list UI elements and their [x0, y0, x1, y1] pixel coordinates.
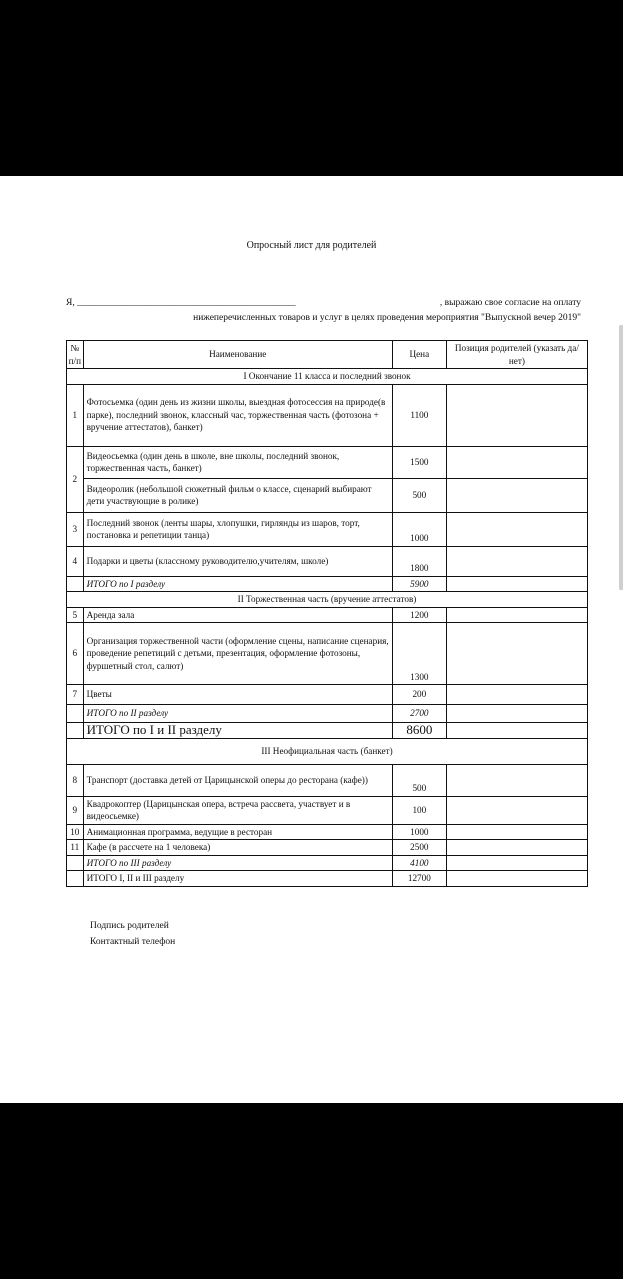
header-position: Позиция родителей (указать да/нет) — [446, 341, 587, 369]
parent-position-cell[interactable] — [446, 723, 587, 739]
table-row — [67, 546, 588, 576]
scrollbar[interactable] — [619, 325, 623, 590]
survey-table — [66, 340, 588, 887]
table-header-row — [67, 341, 588, 369]
parent-position-cell[interactable] — [446, 764, 587, 796]
row-price: 500 — [392, 764, 446, 796]
table-row — [67, 824, 588, 840]
row-name: Анимационная программа, ведущие в ресторан — [83, 824, 392, 840]
row-num: 3 — [67, 512, 84, 546]
section-3-title: III Неофициальная часть (банкет) — [67, 738, 588, 764]
row-price: 500 — [392, 478, 446, 512]
table-row — [67, 685, 588, 705]
row-name: Подарки и цветы (классному руководителю,учителям, школе) — [83, 546, 392, 576]
row-name: Цветы — [83, 685, 392, 705]
consent-name-blank: Я, ______________________________________________ — [66, 298, 296, 308]
row-num: 5 — [67, 607, 84, 623]
subtotal-value: 4100 — [392, 855, 446, 871]
consent-line-2: нижеперечисленных товаров и услуг в целях проведения мероприятия "Выпускной вечер 2019" — [193, 313, 581, 323]
header-name: Наименование — [83, 341, 392, 369]
header-num: № п/п — [67, 341, 84, 369]
section-1-total-row — [67, 576, 588, 592]
total-1-2-label: ИТОГО по I и II разделу — [83, 723, 392, 739]
table-row — [67, 796, 588, 824]
row-num: 11 — [67, 840, 84, 856]
total-1-2-value: 8600 — [392, 723, 446, 739]
row-name: Видеоролик (небольшой сюжетный фильм о классе, сценарий выбирают дети участвующие в ролике) — [83, 478, 392, 512]
row-price: 2500 — [392, 840, 446, 856]
row-name: Аренда зала — [83, 607, 392, 623]
section-2-total-row — [67, 705, 588, 723]
row-num: 6 — [67, 623, 84, 685]
subtotal-label: ИТОГО по I разделу — [83, 576, 392, 592]
signature-label: Подпись родителей — [90, 921, 169, 931]
subtotal-label: ИТОГО по III разделу — [83, 855, 392, 871]
table-row — [67, 764, 588, 796]
row-price: 1500 — [392, 446, 446, 478]
parent-position-cell[interactable] — [446, 824, 587, 840]
subtotal-label: ИТОГО по II разделу — [83, 705, 392, 723]
row-price: 1300 — [392, 623, 446, 685]
row-num: 9 — [67, 796, 84, 824]
subtotal-value: 5900 — [392, 576, 446, 592]
row-price: 100 — [392, 796, 446, 824]
consent-suffix: , выражаю свое согласие на оплату — [439, 298, 581, 308]
parent-position-cell[interactable] — [446, 855, 587, 871]
parent-position-cell[interactable] — [446, 607, 587, 623]
row-name: Видеосьемка (один день в школе, вне школы, последний звонок, торжественная часть, банкет) — [83, 446, 392, 478]
table-row — [67, 446, 588, 478]
row-price: 1000 — [392, 824, 446, 840]
parent-position-cell[interactable] — [446, 623, 587, 685]
parent-position-cell[interactable] — [446, 685, 587, 705]
row-num: 8 — [67, 764, 84, 796]
parent-position-cell[interactable] — [446, 512, 587, 546]
row-num: 4 — [67, 546, 84, 576]
row-price: 1100 — [392, 384, 446, 446]
header-price: Цена — [392, 341, 446, 369]
parent-position-cell[interactable] — [446, 840, 587, 856]
parent-position-cell[interactable] — [446, 576, 587, 592]
table-row — [67, 384, 588, 446]
parent-position-cell[interactable] — [446, 546, 587, 576]
consent-statement — [66, 296, 581, 326]
row-price: 1000 — [392, 512, 446, 546]
section-2-header — [67, 592, 588, 608]
subtotal-value: 2700 — [392, 705, 446, 723]
table-row — [67, 607, 588, 623]
row-name: Организация торжественной части (оформление сцены, написание сценария, проведение репетиций с детьми, презентация, оформление фотозоны, фуршетный стол, салют) — [83, 623, 392, 685]
phone-label: Контактный телефон — [90, 937, 176, 947]
table-row — [67, 512, 588, 546]
document-page — [0, 176, 623, 1103]
row-num: 10 — [67, 824, 84, 840]
table-row — [67, 623, 588, 685]
row-num: 7 — [67, 685, 84, 705]
parent-position-cell[interactable] — [446, 871, 587, 887]
table-row — [67, 478, 588, 512]
row-price: 200 — [392, 685, 446, 705]
grand-total-label: ИТОГО I, II и III разделу — [83, 871, 392, 887]
section-3-total-row — [67, 855, 588, 871]
section-3-header — [67, 738, 588, 764]
parent-position-cell[interactable] — [446, 478, 587, 512]
parent-position-cell[interactable] — [446, 705, 587, 723]
row-price: 1800 — [392, 546, 446, 576]
row-name: Последний звонок (ленты шары, хлопушки, гирлянды из шаров, торт, постановка и репетиции танца) — [83, 512, 392, 546]
grand-total-row — [67, 871, 588, 887]
row-name: Транспорт (доставка детей от Царицынской оперы до ресторана (кафе)) — [83, 764, 392, 796]
section-1-header — [67, 369, 588, 385]
page-title: Опросный лист для родителей — [246, 240, 377, 251]
row-num: 2 — [67, 446, 84, 512]
parent-position-cell[interactable] — [446, 796, 587, 824]
table-row — [67, 840, 588, 856]
total-1-2-row — [67, 723, 588, 739]
row-price: 1200 — [392, 607, 446, 623]
row-name: Кафе (в рассчете на 1 человека) — [83, 840, 392, 856]
section-1-title: I Окончание 11 класса и последний звонок — [67, 369, 588, 385]
footer-fields — [90, 918, 175, 950]
section-2-title: II Торжественная часть (вручение аттестатов) — [67, 592, 588, 608]
row-name: Квадрокоптер (Царицынская опера, встреча рассвета, участвует и в видеосьемке) — [83, 796, 392, 824]
parent-position-cell[interactable] — [446, 384, 587, 446]
row-name: Фотосьемка (один день из жизни школы, выездная фотосессия на природе(в парке), последний звонок, классный час, торжественная часть (фотозона + вручение аттестатов), банкет) — [83, 384, 392, 446]
grand-total-value: 12700 — [392, 871, 446, 887]
parent-position-cell[interactable] — [446, 446, 587, 478]
row-num: 1 — [67, 384, 84, 446]
